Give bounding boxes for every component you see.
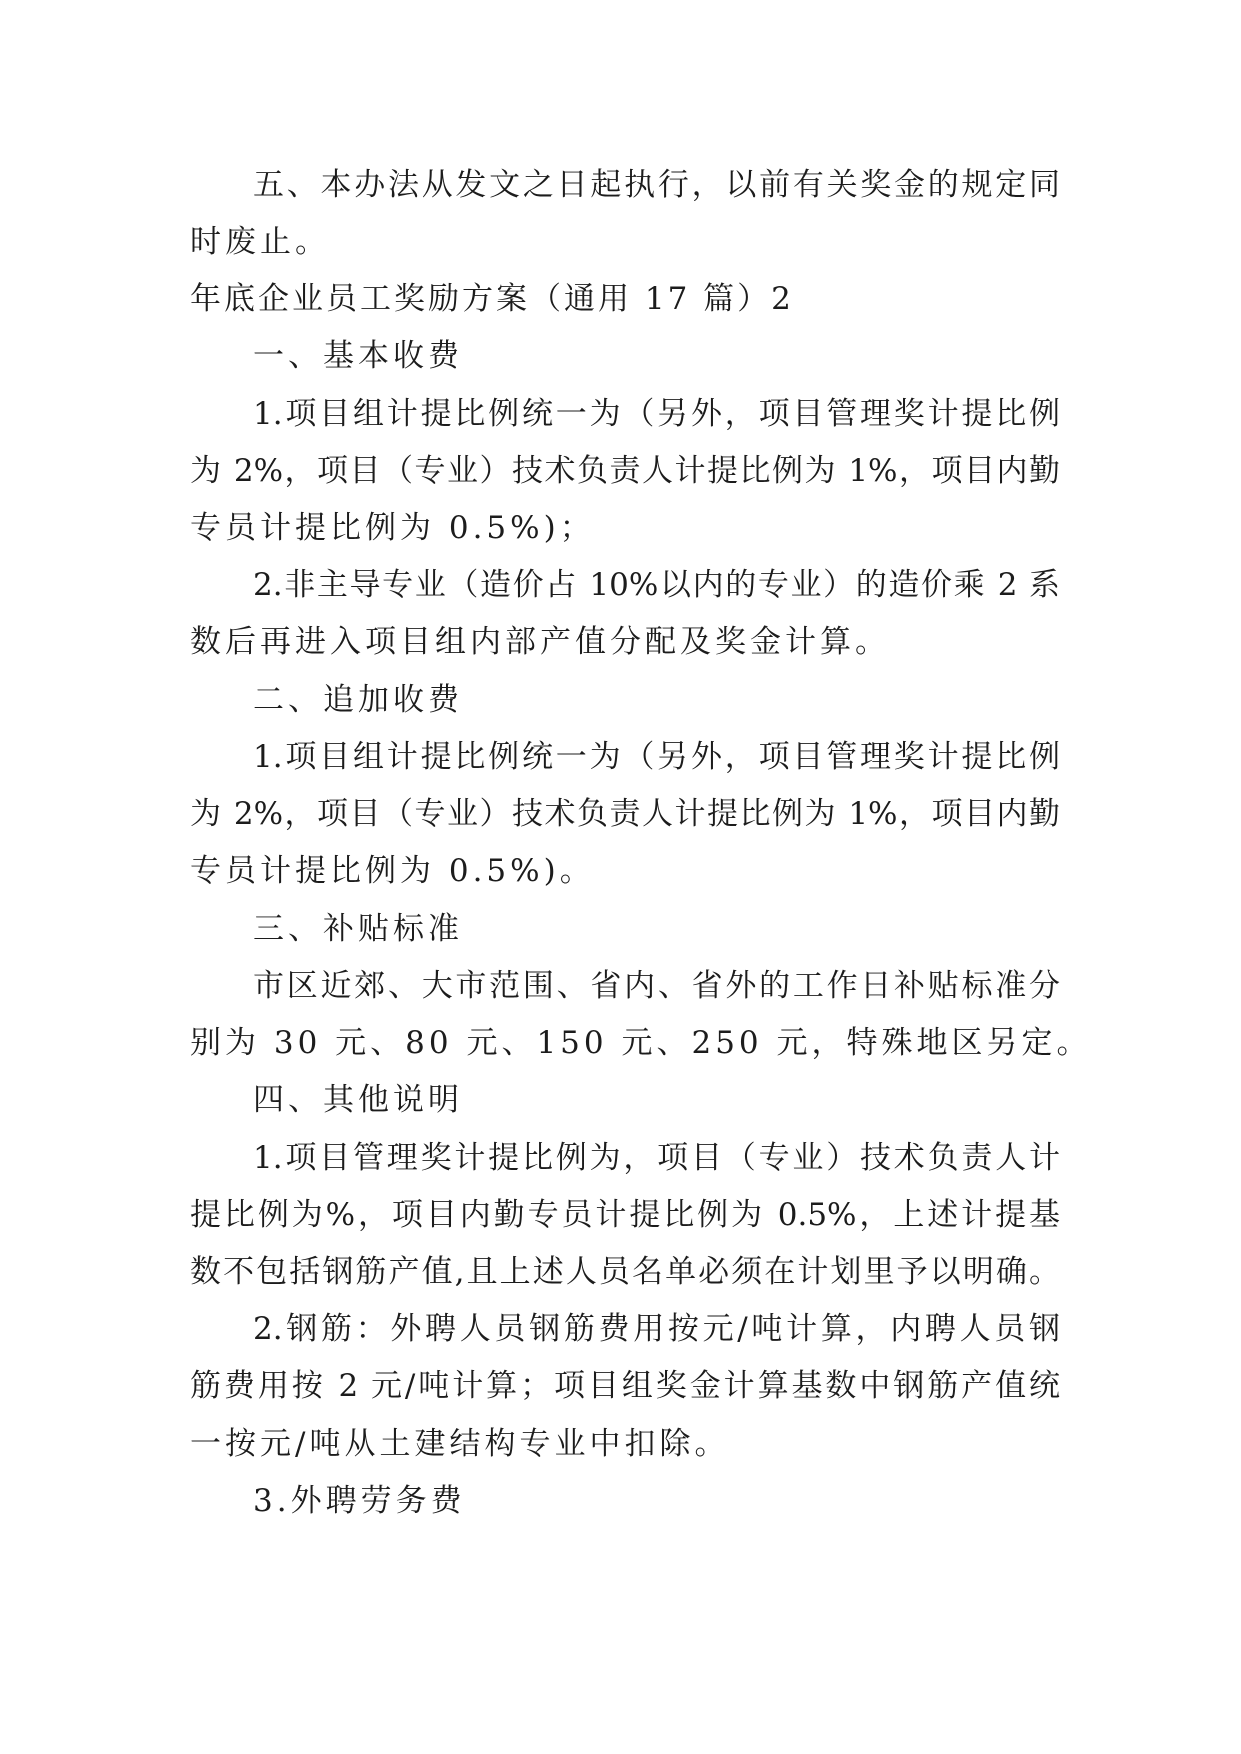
paragraph-line: 提比例为%，项目内勤专员计提比例为 0.5%，上述计提基 bbox=[190, 1197, 1060, 1233]
paragraph-line: 市区近郊、大市范围、省内、省外的工作日补贴标准分 bbox=[253, 968, 1060, 1004]
paragraph-line: 筋费用按 2 元/吨计算；项目组奖金计算基数中钢筋产值统 bbox=[190, 1368, 1060, 1404]
paragraph-line: 数不包括钢筋产值,且上述人员名单必须在计划里予以明确。 bbox=[190, 1254, 1060, 1290]
section-heading: 二、追加收费 bbox=[253, 682, 463, 718]
paragraph-line: 专员计提比例为 0.5%)。 bbox=[190, 853, 595, 889]
section-heading: 四、其他说明 bbox=[253, 1082, 463, 1118]
paragraph-line: 1.项目管理奖计提比例为，项目（专业）技术负责人计 bbox=[253, 1140, 1060, 1176]
paragraph-line: 1.项目组计提比例统一为（另外，项目管理奖计提比例 bbox=[253, 739, 1060, 775]
paragraph-line: 3.外聘劳务费 bbox=[253, 1483, 466, 1519]
paragraph-line: 1.项目组计提比例统一为（另外，项目管理奖计提比例 bbox=[253, 396, 1060, 432]
paragraph-line: 为 2%，项目（专业）技术负责人计提比例为 1%，项目内勤 bbox=[190, 453, 1060, 489]
paragraph-line: 2.钢筋：外聘人员钢筋费用按元/吨计算，内聘人员钢 bbox=[253, 1311, 1060, 1347]
paragraph-line: 别为 30 元、80 元、150 元、250 元，特殊地区另定。 bbox=[190, 1025, 1092, 1061]
paragraph-line: 时废止。 bbox=[190, 224, 330, 260]
section-heading: 三、补贴标准 bbox=[253, 911, 463, 947]
paragraph-line: 数后再进入项目组内部产值分配及奖金计算。 bbox=[190, 624, 890, 660]
paragraph-line: 为 2%，项目（专业）技术负责人计提比例为 1%，项目内勤 bbox=[190, 796, 1060, 832]
paragraph-line: 一按元/吨从土建结构专业中扣除。 bbox=[190, 1426, 730, 1462]
paragraph-line: 五、本办法从发文之日起执行，以前有关奖金的规定同 bbox=[253, 167, 1060, 203]
paragraph-line: 2.非主导专业（造价占 10%以内的专业）的造价乘 2 系 bbox=[253, 567, 1060, 603]
section-title: 年底企业员工奖励方案（通用 17 篇）2 bbox=[190, 281, 794, 317]
paragraph-line: 专员计提比例为 0.5%)； bbox=[190, 510, 595, 546]
section-heading: 一、基本收费 bbox=[253, 338, 463, 374]
